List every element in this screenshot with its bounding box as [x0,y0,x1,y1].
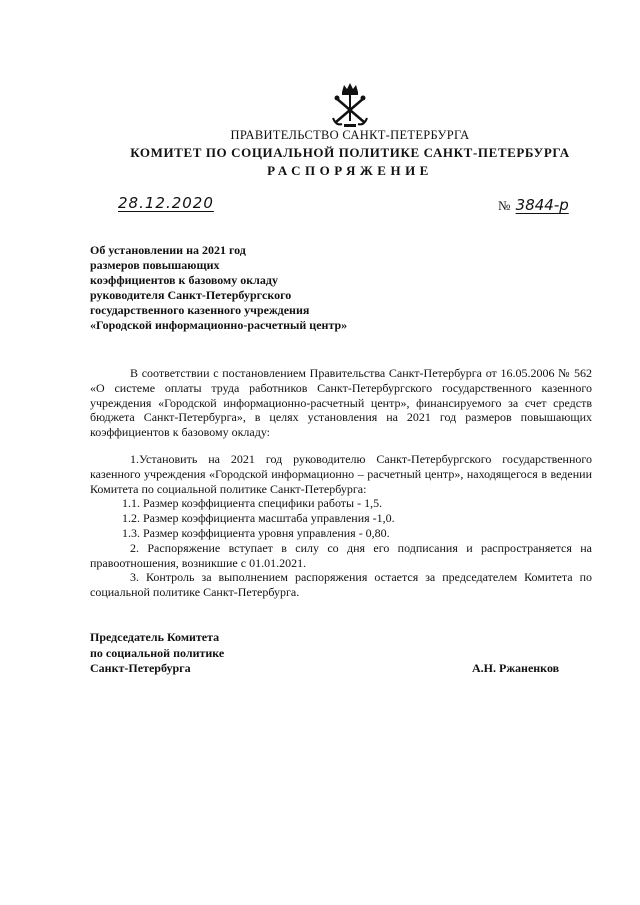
committee-header: КОМИТЕТ ПО СОЦИАЛЬНОЙ ПОЛИТИКЕ САНКТ-ПЕТЕРБУРГА [130,145,570,160]
government-header: ПРАВИТЕЛЬСТВО САНКТ-ПЕТЕРБУРГА [230,128,470,142]
document-title [90,243,410,333]
number-value: 3844-р [515,196,569,214]
title-line: «Городской информационно-расчетный центр» [90,318,348,332]
signature-line: Санкт-Петербурга [90,661,191,675]
title-line: руководителя Санкт-Петербургского [90,288,292,302]
document-date: 28.12.2020 [118,194,214,212]
emblem-icon [330,82,370,130]
item-1: 1.Установить на 2021 год руководителю Санкт-Петербургского государственного казенного учреждения «Городской информационно – расчетный центр», находящегося в ведении Комитета по социальной политике Санкт-Петербурга: [90,451,592,496]
title-line: государственного казенного учреждения [90,303,310,317]
title-line: коэффициентов к базовому окладу [90,273,278,287]
item-1-3: 1.3. Размер коэффициента уровня управления - 0,80. [122,525,390,540]
title-line: размеров повышающих [90,258,220,272]
intro-paragraph: В соответствии с постановлением Правительства Санкт-Петербурга от 16.05.2006 № 562 «О системе оплаты труда работников Санкт-Петербургского государственного казенного учреждения «Городской информационно-расчетный центр», финансируемого за счет средств бюджета Санкт-Петербурга», в целях установления на 2021 год размеров повышающих коэффициентов к базовому окладу: [90,366,592,440]
signature-line: по социальной политике [90,645,225,660]
document-body [90,366,592,600]
signature-block [90,630,224,677]
title-line: Об установлении на 2021 год [90,243,246,257]
item-2: 2. Распоряжение вступает в силу со дня его подписания и распространяется на правоотношения, возникшие с 01.01.2021. [90,540,592,570]
signer-name: А.Н. Ржаненков [472,661,560,675]
item-1-2: 1.2. Размер коэффициента масштаба управления -1,0. [122,511,395,526]
signature-line: Председатель Комитета [90,630,220,644]
number-label: № [498,198,511,213]
item-1-1: 1.1. Размер коэффициента специфики работы - 1,5. [122,496,383,511]
document-number [498,196,569,214]
document-type: РАСПОРЯЖЕНИЕ [267,163,433,178]
item-3: 3. Контроль за выполнением распоряжения остается за председателем Комитета по социальной политике Санкт-Петербурга. [90,570,592,600]
